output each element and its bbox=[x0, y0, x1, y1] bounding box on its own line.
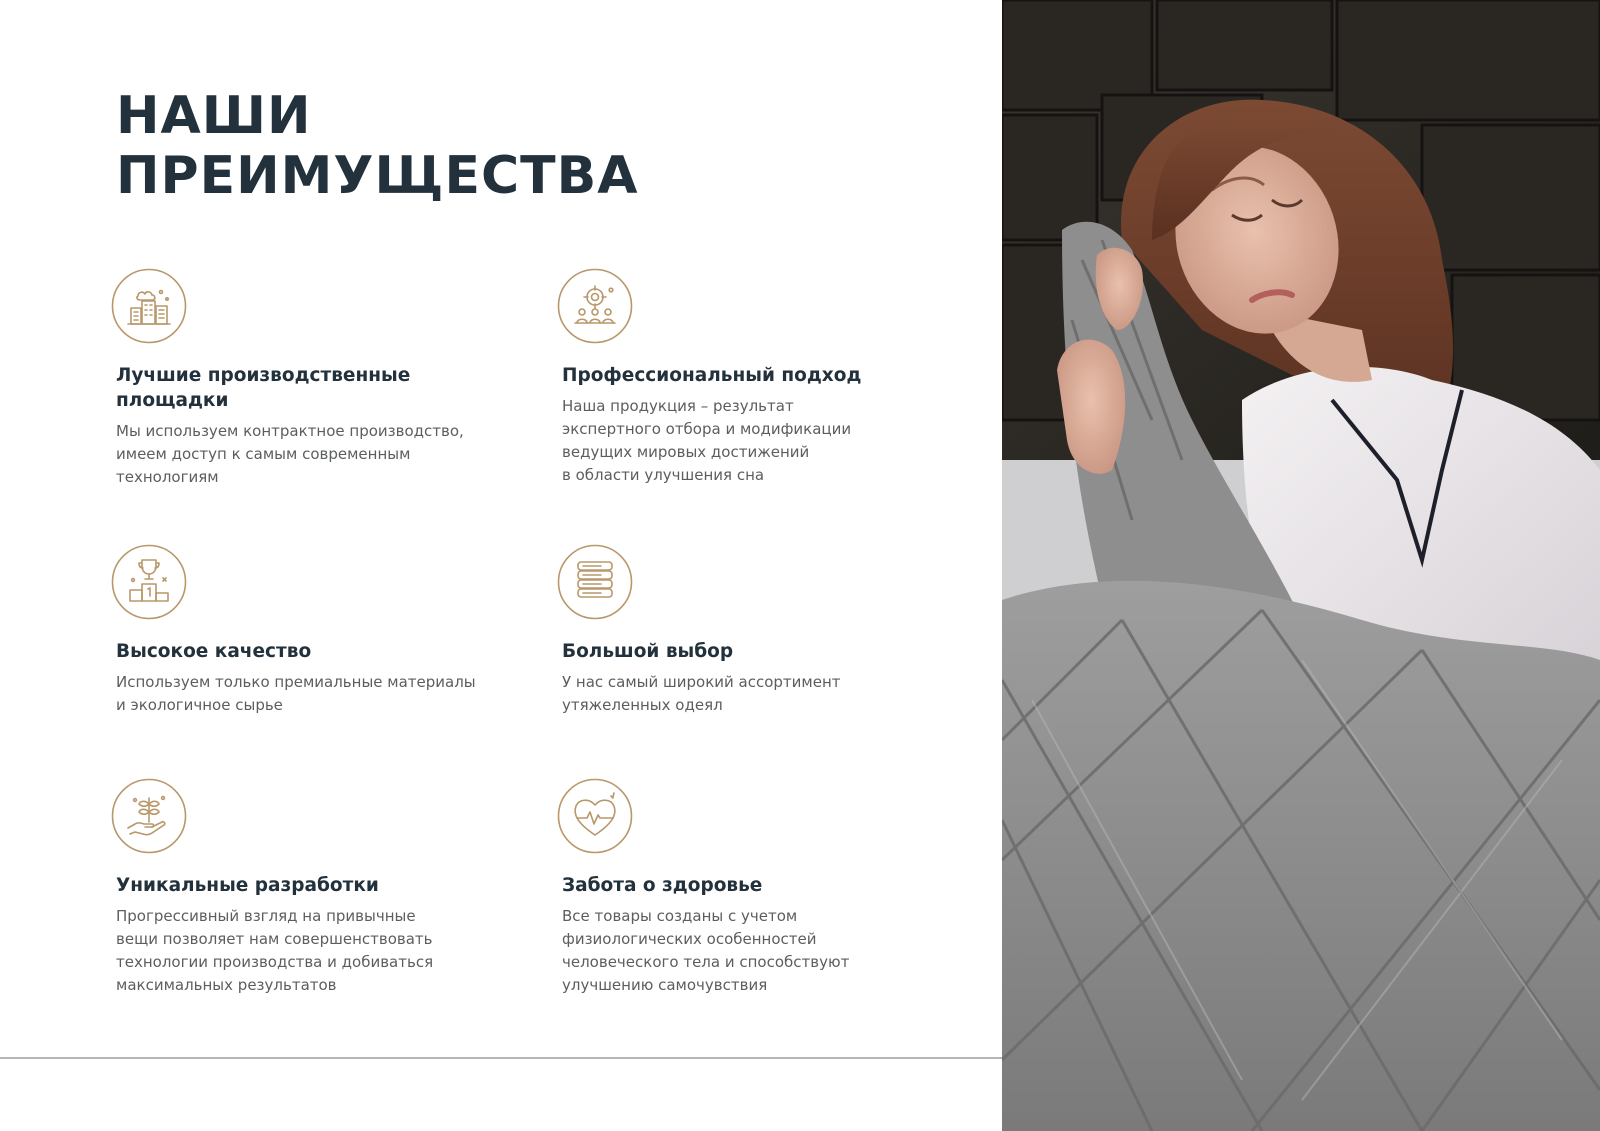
feature-title: Лучшие производственные площадки bbox=[116, 365, 411, 411]
feature-description: Мы используем контрактное производство, имеем доступ к самым современным технологиям bbox=[116, 422, 464, 486]
heart-pulse-icon bbox=[557, 778, 633, 854]
feature-title: Высокое качество bbox=[116, 641, 312, 662]
feature-title: Большой выбор bbox=[562, 641, 734, 662]
page-title-line1: НАШИ bbox=[116, 86, 312, 146]
page-title-line2: ПРЕИМУЩЕСТВА bbox=[116, 146, 639, 206]
trophy-podium-icon bbox=[111, 544, 187, 620]
blanket-stack-icon bbox=[557, 544, 633, 620]
factory-icon bbox=[111, 268, 187, 344]
hand-plant-icon bbox=[111, 778, 187, 854]
target-team-icon bbox=[557, 268, 633, 344]
feature-title: Уникальные разработки bbox=[116, 875, 379, 896]
feature-description: Все товары созданы с учетом физиологических особенностей человеческого тела и способствуют улучшению самочувствия bbox=[562, 907, 850, 994]
bottom-divider bbox=[0, 1057, 1002, 1059]
product-photo bbox=[1002, 0, 1600, 1131]
feature-title: Профессиональный подход bbox=[562, 365, 862, 386]
feature-description: Прогрессивный взгляд на привычные вещи позволяет нам совершенствовать технологии производства и добиваться максимальных результатов bbox=[116, 907, 434, 994]
feature-description: У нас самый широкий ассортимент утяжеленных одеял bbox=[562, 673, 841, 714]
feature-title: Забота о здоровье bbox=[562, 875, 763, 896]
page-title bbox=[116, 86, 736, 206]
feature-description: Наша продукция – результат экспертного отбора и модификации ведущих мировых достижений в области улучшения сна bbox=[562, 397, 852, 484]
feature-description: Используем только премиальные материалы и экологичное сырье bbox=[116, 673, 476, 714]
